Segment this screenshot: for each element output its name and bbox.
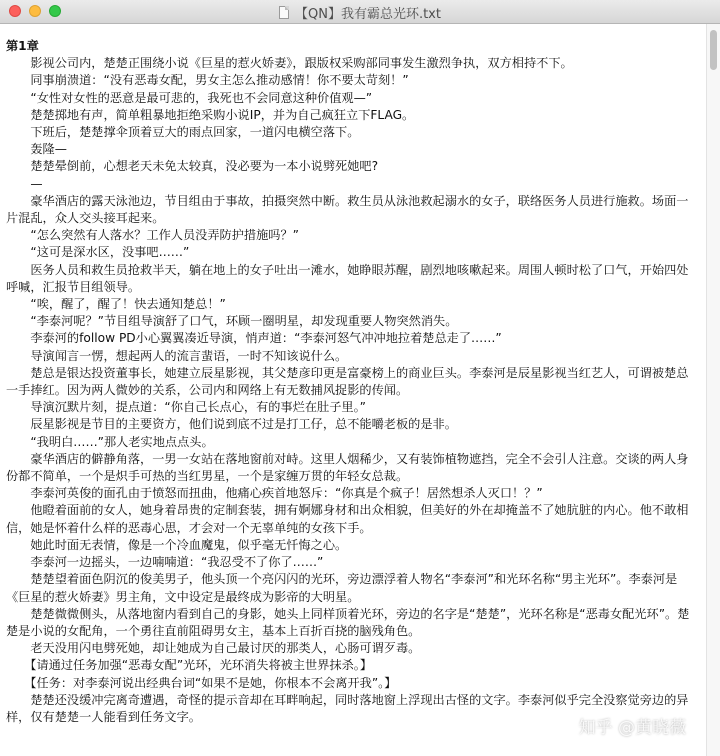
paragraph: “李泰河呢？”节目组导演舒了口气，环顾一圈明星，却发现重要人物突然消失。 xyxy=(6,314,458,329)
paragraph: 导演沉默片刻，提点道：“你自己长点心，有的事烂在肚子里。” xyxy=(6,400,366,415)
paragraph: 李泰河的follow PD小心翼翼凑近导演，悄声道：“李泰河怒气冲冲地拉着楚总走了……” xyxy=(6,331,502,346)
paragraph: 轰隆— xyxy=(6,142,67,157)
paragraph: 下班后，楚楚撑伞顶着豆大的雨点回家，一道闪电横空落下。 xyxy=(6,125,360,140)
paragraph: 李泰河一边摇头，一边喃喃道：“我忍受不了你了……” xyxy=(6,555,324,570)
paragraph: 她此时面无表情，像是一个冷血魔鬼，似乎毫无忏悔之心。 xyxy=(6,537,348,552)
paragraph: 豪华酒店的僻静角落，一男一女站在落地窗前对峙。这里人烟稀少，又有装饰植物遮挡，完全不会引人注意。交谈的两人身份都不简单，一个是炽手可热的当红男星，一个是家缠万贯的年轻女总裁。 xyxy=(6,451,689,484)
paragraph: “怎么突然有人落水？工作人员没弄防护措施吗？” xyxy=(6,228,299,243)
paragraph: 楚楚还没缓冲完离奇遭遇，奇怪的提示音却在耳畔响起，同时落地窗上浮现出古怪的文字。李泰河似乎完全没察觉旁边的异样，仅有楚楚一人能看到任务文字。 xyxy=(6,692,689,724)
paragraph: “女性对女性的恶意是最可悲的，我死也不会同意这种价值观—” xyxy=(6,90,373,105)
paragraph: 他瞪着面前的女人，她身着昂贵的定制套装，拥有婀娜身材和出众相貌，但美好的外在却掩盖不了她肮脏的内心。他不敢相信，她是怀着什么样的恶毒心思，才会对一个无辜单纯的女孩下手。 xyxy=(6,503,689,535)
title-bar[interactable] xyxy=(0,0,720,24)
document-text-area[interactable] xyxy=(0,24,706,756)
paragraph: — xyxy=(6,176,43,191)
paragraph: 影视公司内，楚楚正围绕小说《巨星的惹火娇妻》，跟版权采购部同事发生激烈争执，双方相持不下。 xyxy=(6,56,573,71)
paragraph: 楚楚微微侧头，从落地窗内看到自己的身影，她头上同样顶着光环，旁边的名字是“楚楚”，光环名称是“恶毒女配光环”。楚楚是小说的女配角，一个勇往直前阻碍男女主，基本上百折百挠的脑残角色。 xyxy=(6,606,690,638)
paragraph: 【请通过任务加强“恶毒女配”光环，光环消失将被主世界抹杀。】 xyxy=(6,658,373,673)
chapter-heading: 第1章 xyxy=(6,39,39,53)
window-title: 【QN】我有霸总光环.txt xyxy=(295,6,441,22)
paragraph: 辰星影视是节目的主要资方，他们说到底不过是打工仔，总不能嚼老板的是非。 xyxy=(6,417,457,432)
paragraph: 楚楚望着面色阴沉的俊美男子，他头顶一个亮闪闪的光环，旁边漂浮着人物名“李泰河”和光环名称“男主光环”。李泰河是《巨星的惹火娇妻》男主角，文中设定是最终成为影帝的大明星。 xyxy=(6,572,678,604)
paragraph: 老天没用闪电劈死她，却让她成为自己最讨厌的那类人，心肠可谓歹毒。 xyxy=(6,641,421,656)
paragraph: “这可是深水区，没事吧……” xyxy=(6,245,190,260)
paragraph: 豪华酒店的露天泳池边，节目组由于事故，拍摄突然中断。救生员从泳池救起溺水的女子，联络医务人员进行施救。场面一片混乱，众人交头接耳起来。 xyxy=(6,193,689,226)
text-document-icon xyxy=(279,6,289,19)
paragraph: 【任务：对李泰河说出经典台词“如果不是她，你根本不会离开我”。】 xyxy=(6,675,397,690)
watermark: 知乎 @黄晓薇 xyxy=(578,718,686,738)
paragraph: 李泰河英俊的面孔由于愤怒而扭曲，他痛心疾首地怒斥：“你真是个疯子！居然想杀人灭口！？” xyxy=(6,486,543,501)
paragraph: “唉，醒了，醒了！快去通知楚总！” xyxy=(6,297,226,312)
paragraph: 同事崩溃道：“没有恶毒女配，男女主怎么推动感情！你不要太苛刻！” xyxy=(6,73,409,88)
paragraph: 楚总是银达投资董事长，她建立辰星影视，其父楚彦印更是富豪榜上的商业巨头。李泰河是辰星影视当红艺人，可谓被楚总一手捧红。因为两人微妙的关系，公司内和网络上有无数捕风捉影的传闻。 xyxy=(6,365,689,398)
paragraph: “我明白……”那人老实地点点头。 xyxy=(6,434,214,449)
paragraph: 导演闻言一愣，想起两人的流言蜚语，一时不知该说什么。 xyxy=(6,348,348,363)
vertical-scrollbar[interactable] xyxy=(706,24,720,756)
paragraph: 楚楚晕倒前，心想老天未免太较真，没必要为一本小说劈死她吧? xyxy=(6,159,379,174)
paragraph: 医务人员和救生员抢救半天，躺在地上的女子吐出一滩水，她睁眼苏醒，剧烈地咳嗽起来。周围人顿时松了口气，开始四处呼喊，汇报节目组领导。 xyxy=(6,262,689,294)
paragraph: 楚楚掷地有声，简单粗暴地拒绝采购小说IP，并为自己疯狂立下FLAG。 xyxy=(6,107,415,122)
window-title-group xyxy=(0,0,720,24)
scrollbar-thumb[interactable] xyxy=(710,30,717,70)
